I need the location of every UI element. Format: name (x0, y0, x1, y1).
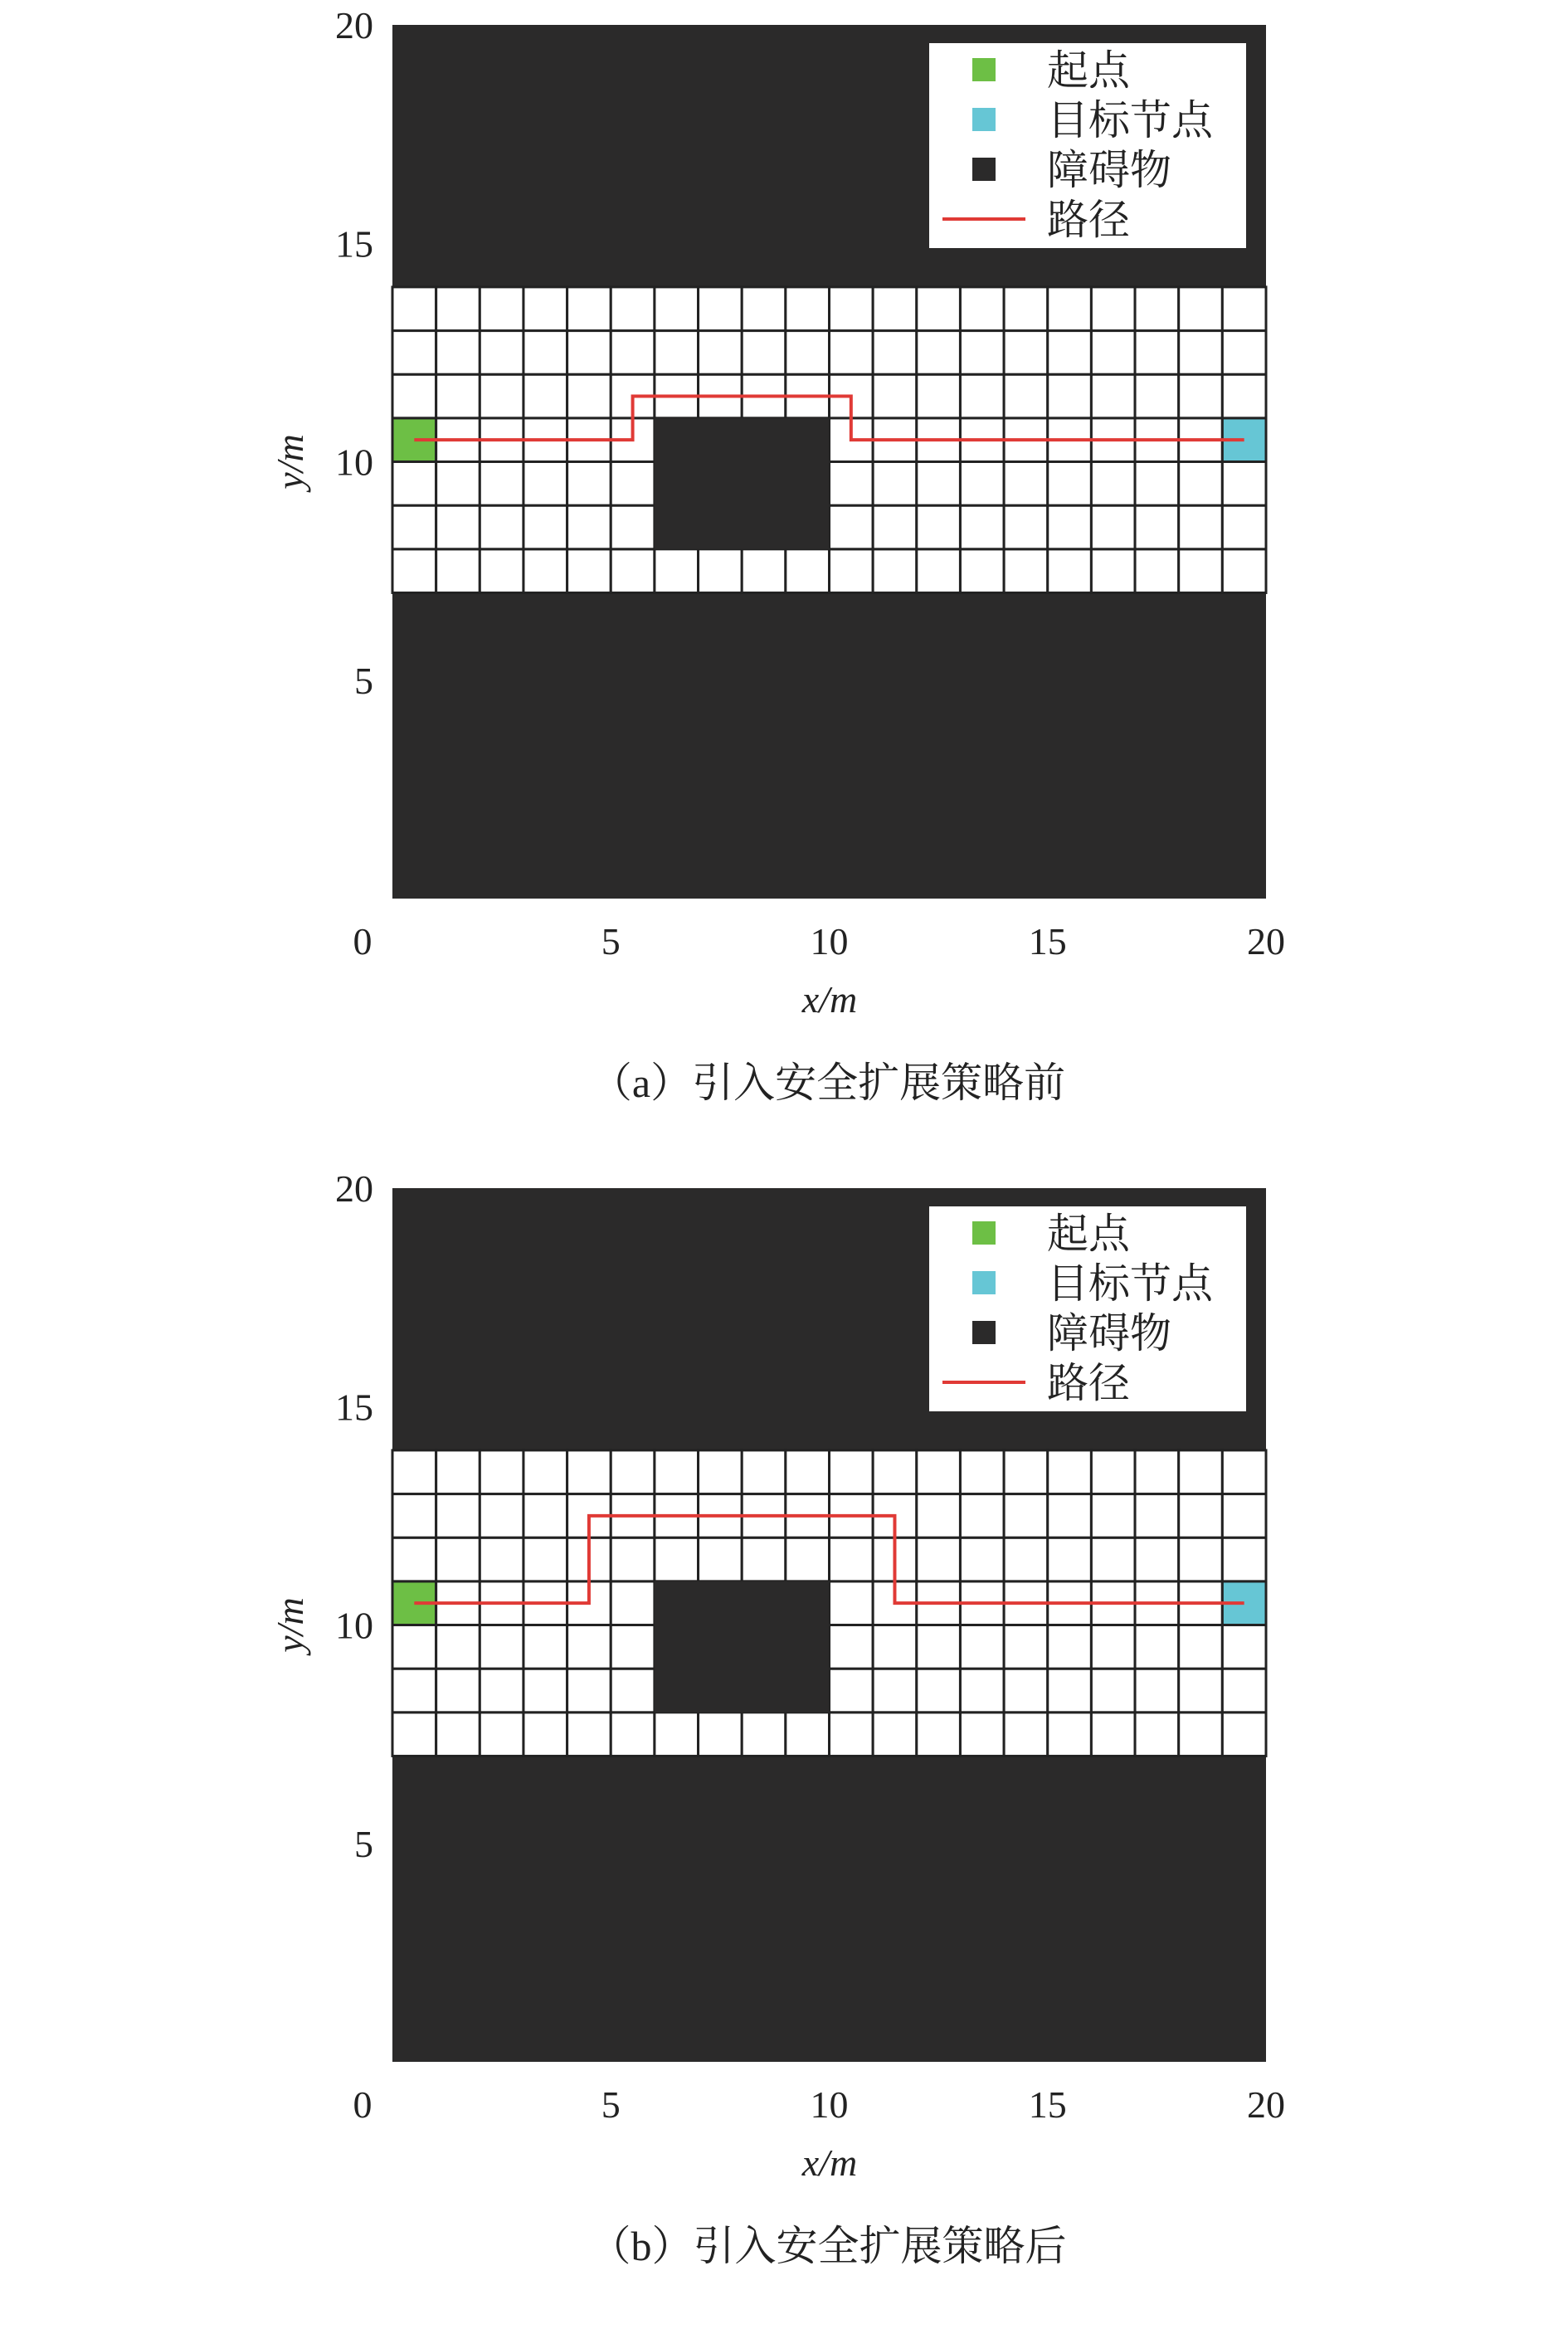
free-cell (1179, 462, 1223, 506)
figure-caption: （b）引入安全扩展策略后 (589, 2223, 1067, 2269)
free-cell (1091, 1713, 1135, 1756)
y-tick-label: 10 (335, 1604, 373, 1647)
free-cell (830, 1537, 874, 1581)
free-cell (523, 1537, 567, 1581)
free-cell (873, 462, 917, 506)
free-cell (611, 462, 655, 506)
free-cell (1179, 1494, 1223, 1538)
free-cell (1179, 374, 1223, 418)
free-cell (960, 1494, 1004, 1538)
free-cell (1004, 331, 1048, 375)
free-cell (392, 1669, 436, 1713)
x-tick-label: 0 (353, 2083, 373, 2126)
legend-label: 目标节点 (1047, 97, 1213, 144)
free-cell (830, 549, 874, 593)
free-cell (960, 1669, 1004, 1713)
free-cell (611, 1450, 655, 1494)
free-cell (742, 1537, 786, 1581)
free-cell (392, 1625, 436, 1669)
free-cell (523, 462, 567, 506)
free-cell (611, 1625, 655, 1669)
free-cell (917, 1450, 961, 1494)
free-cell (655, 1450, 699, 1494)
free-cell (1048, 1669, 1092, 1713)
free-cell (960, 462, 1004, 506)
free-cell (1222, 374, 1266, 418)
free-cell (480, 505, 523, 549)
free-cell (1179, 1713, 1223, 1756)
free-cell (830, 505, 874, 549)
free-cell (567, 1450, 611, 1494)
y-tick-label: 15 (335, 222, 373, 266)
free-cell (392, 287, 436, 331)
free-cell (611, 1537, 655, 1581)
x-tick-label: 5 (601, 920, 621, 962)
free-cell (1222, 1494, 1266, 1538)
free-cell (1091, 1625, 1135, 1669)
legend-label: 起点 (1047, 47, 1130, 94)
free-cell (786, 287, 830, 331)
y-axis-label: y/m (269, 434, 311, 490)
free-cell (699, 549, 743, 593)
free-cell (611, 549, 655, 593)
grid-map-chart-b (0, 1163, 1568, 2325)
free-cell (742, 287, 786, 331)
free-cell (611, 331, 655, 375)
free-cell (1004, 1625, 1048, 1669)
free-cell (480, 1713, 523, 1756)
free-cell (873, 1450, 917, 1494)
free-cell (1004, 1537, 1048, 1581)
free-cell (1048, 287, 1092, 331)
free-cell (480, 1669, 523, 1713)
free-cell (436, 1537, 480, 1581)
free-cell (830, 1713, 874, 1756)
free-cell (392, 1494, 436, 1538)
legend-marker (972, 1321, 996, 1344)
free-cell (1048, 1537, 1092, 1581)
free-cell (873, 331, 917, 375)
legend-label: 起点 (1047, 1211, 1130, 1257)
free-cell (1004, 462, 1048, 506)
free-cell (873, 374, 917, 418)
free-cell (392, 1713, 436, 1756)
free-cell (917, 331, 961, 375)
free-cell (436, 1713, 480, 1756)
free-cell (1004, 1450, 1048, 1494)
x-tick-label: 10 (810, 920, 849, 962)
free-cell (960, 549, 1004, 593)
free-cell (523, 374, 567, 418)
free-cell (786, 1450, 830, 1494)
free-cell (1222, 505, 1266, 549)
free-cell (1091, 549, 1135, 593)
free-cell (523, 1494, 567, 1538)
free-cell (786, 1537, 830, 1581)
free-cell (960, 1625, 1004, 1669)
free-cell (742, 549, 786, 593)
free-cell (830, 1669, 874, 1713)
free-cell (1135, 1625, 1179, 1669)
free-cell (611, 1581, 655, 1625)
free-cell (436, 1625, 480, 1669)
free-cell (1222, 1625, 1266, 1669)
free-cell (1091, 505, 1135, 549)
free-cell (917, 1625, 961, 1669)
chart-panel-a (0, 0, 1568, 1162)
free-cell (567, 374, 611, 418)
free-cell (960, 331, 1004, 375)
free-cell (1179, 1625, 1223, 1669)
legend-label: 目标节点 (1047, 1260, 1213, 1307)
free-cell (567, 287, 611, 331)
free-cell (1222, 1669, 1266, 1713)
free-cell (392, 331, 436, 375)
free-cell (917, 549, 961, 593)
free-cell (480, 1494, 523, 1538)
free-cell (436, 1450, 480, 1494)
free-cell (1135, 331, 1179, 375)
free-cell (611, 287, 655, 331)
free-cell (1135, 374, 1179, 418)
legend-label: 路径 (1047, 197, 1130, 243)
free-cell (960, 505, 1004, 549)
x-tick-label: 15 (1028, 2083, 1067, 2126)
free-cell (1004, 1713, 1048, 1756)
free-cell (1048, 374, 1092, 418)
free-cell (742, 331, 786, 375)
free-cell (392, 1450, 436, 1494)
free-cell (1135, 549, 1179, 593)
free-cell (523, 1625, 567, 1669)
free-cell (523, 1713, 567, 1756)
free-cell (699, 331, 743, 375)
y-tick-label: 20 (335, 4, 373, 46)
x-tick-label: 20 (1247, 920, 1285, 962)
free-cell (830, 1581, 874, 1625)
free-cell (480, 462, 523, 506)
free-cell (960, 374, 1004, 418)
free-cell (873, 1713, 917, 1756)
legend-marker (972, 158, 996, 181)
x-tick-label: 15 (1028, 920, 1067, 962)
free-cell (523, 549, 567, 593)
free-cell (742, 1713, 786, 1756)
free-cell (523, 1450, 567, 1494)
free-cell (392, 374, 436, 418)
free-cell (1004, 374, 1048, 418)
free-cell (1222, 331, 1266, 375)
free-cell (786, 331, 830, 375)
free-cell (873, 505, 917, 549)
free-cell (436, 1494, 480, 1538)
legend-marker (972, 108, 996, 131)
free-cell (436, 331, 480, 375)
free-cell (567, 331, 611, 375)
free-cell (1179, 1669, 1223, 1713)
legend-marker (972, 1221, 996, 1245)
free-cell (873, 1669, 917, 1713)
y-tick-label: 5 (354, 1822, 373, 1865)
y-tick-label: 5 (354, 659, 373, 702)
free-cell (1004, 287, 1048, 331)
free-cell (786, 549, 830, 593)
free-cell (830, 331, 874, 375)
free-cell (436, 287, 480, 331)
grid-map-chart-a (0, 0, 1568, 1162)
free-cell (917, 505, 961, 549)
free-cell (1004, 549, 1048, 593)
free-cell (1048, 1494, 1092, 1538)
free-cell (1091, 1450, 1135, 1494)
free-cell (830, 1450, 874, 1494)
free-cell (699, 1450, 743, 1494)
free-cell (436, 374, 480, 418)
free-cell (1179, 505, 1223, 549)
free-cell (1048, 331, 1092, 375)
free-cell (873, 1625, 917, 1669)
legend-label: 障碍物 (1047, 1310, 1171, 1357)
x-axis-label: x/m (801, 978, 858, 1021)
free-cell (1091, 1494, 1135, 1538)
free-cell (655, 1537, 699, 1581)
free-cell (960, 1537, 1004, 1581)
free-cell (1048, 1625, 1092, 1669)
free-cell (436, 1669, 480, 1713)
free-cell (655, 549, 699, 593)
free-cell (873, 549, 917, 593)
free-cell (567, 549, 611, 593)
free-cell (655, 287, 699, 331)
free-cell (1179, 1450, 1223, 1494)
legend-marker (972, 1271, 996, 1294)
free-cell (1091, 287, 1135, 331)
free-cell (523, 505, 567, 549)
free-cell (917, 374, 961, 418)
free-cell (480, 1625, 523, 1669)
legend (929, 1206, 1246, 1411)
free-cell (1135, 505, 1179, 549)
free-cell (611, 1713, 655, 1756)
x-tick-label: 0 (353, 920, 373, 962)
free-cell (1135, 1537, 1179, 1581)
x-axis-label: x/m (801, 2141, 858, 2184)
free-cell (436, 462, 480, 506)
free-cell (1091, 374, 1135, 418)
free-cell (1222, 1450, 1266, 1494)
free-cell (1179, 1537, 1223, 1581)
free-cell (1048, 505, 1092, 549)
free-cell (523, 1669, 567, 1713)
free-cell (480, 374, 523, 418)
free-cell (436, 549, 480, 593)
free-cell (1222, 1537, 1266, 1581)
x-tick-label: 20 (1247, 2083, 1285, 2126)
free-cell (655, 331, 699, 375)
free-cell (1091, 1537, 1135, 1581)
free-cell (917, 1494, 961, 1538)
legend (929, 43, 1246, 248)
x-tick-label: 5 (601, 2083, 621, 2126)
free-cell (830, 287, 874, 331)
free-cell (523, 331, 567, 375)
free-cell (1135, 1713, 1179, 1756)
free-cell (1004, 1494, 1048, 1538)
free-cell (611, 1669, 655, 1713)
free-cell (480, 1537, 523, 1581)
free-cell (1048, 1450, 1092, 1494)
free-cell (699, 1713, 743, 1756)
legend-marker (972, 58, 996, 81)
free-cell (480, 331, 523, 375)
x-tick-label: 10 (810, 2083, 849, 2126)
free-cell (742, 1450, 786, 1494)
free-cell (1048, 462, 1092, 506)
free-cell (523, 287, 567, 331)
free-cell (392, 505, 436, 549)
legend-label: 路径 (1047, 1360, 1130, 1406)
free-cell (786, 1713, 830, 1756)
free-cell (567, 462, 611, 506)
free-cell (1179, 287, 1223, 331)
free-cell (392, 1537, 436, 1581)
free-cell (1048, 1713, 1092, 1756)
free-cell (1048, 549, 1092, 593)
free-cell (392, 462, 436, 506)
free-cell (1222, 1713, 1266, 1756)
free-cell (917, 1713, 961, 1756)
obstacle-block (655, 1581, 830, 1713)
free-cell (1091, 331, 1135, 375)
free-cell (1135, 1494, 1179, 1538)
obstacle-block (655, 418, 830, 549)
free-cell (611, 505, 655, 549)
free-cell (917, 1537, 961, 1581)
free-cell (1135, 1669, 1179, 1713)
figure-caption: （a）引入安全扩展策略前 (590, 1060, 1066, 1106)
free-cell (1004, 505, 1048, 549)
y-tick-label: 15 (335, 1386, 373, 1429)
free-cell (830, 1625, 874, 1669)
free-cell (960, 287, 1004, 331)
free-cell (1135, 287, 1179, 331)
free-cell (873, 287, 917, 331)
free-cell (1135, 462, 1179, 506)
legend-label: 障碍物 (1047, 147, 1171, 193)
free-cell (960, 1450, 1004, 1494)
free-cell (480, 1450, 523, 1494)
free-cell (917, 287, 961, 331)
free-cell (655, 1713, 699, 1756)
free-cell (1091, 1669, 1135, 1713)
free-cell (1222, 462, 1266, 506)
chart-panel-b (0, 1163, 1568, 2325)
free-cell (1091, 462, 1135, 506)
free-cell (1004, 1669, 1048, 1713)
free-cell (699, 287, 743, 331)
free-cell (1179, 331, 1223, 375)
free-cell (436, 505, 480, 549)
free-cell (567, 505, 611, 549)
free-cell (917, 462, 961, 506)
free-cell (1135, 1450, 1179, 1494)
free-cell (960, 1713, 1004, 1756)
free-cell (392, 549, 436, 593)
free-cell (1179, 549, 1223, 593)
y-tick-label: 10 (335, 441, 373, 484)
y-tick-label: 20 (335, 1167, 373, 1210)
free-cell (480, 549, 523, 593)
free-cell (567, 1625, 611, 1669)
free-cell (699, 1537, 743, 1581)
free-cell (830, 462, 874, 506)
y-axis-label: y/m (269, 1597, 311, 1653)
free-cell (480, 287, 523, 331)
free-cell (567, 1713, 611, 1756)
free-cell (917, 1669, 961, 1713)
free-cell (567, 1669, 611, 1713)
free-cell (1222, 287, 1266, 331)
free-cell (1222, 549, 1266, 593)
